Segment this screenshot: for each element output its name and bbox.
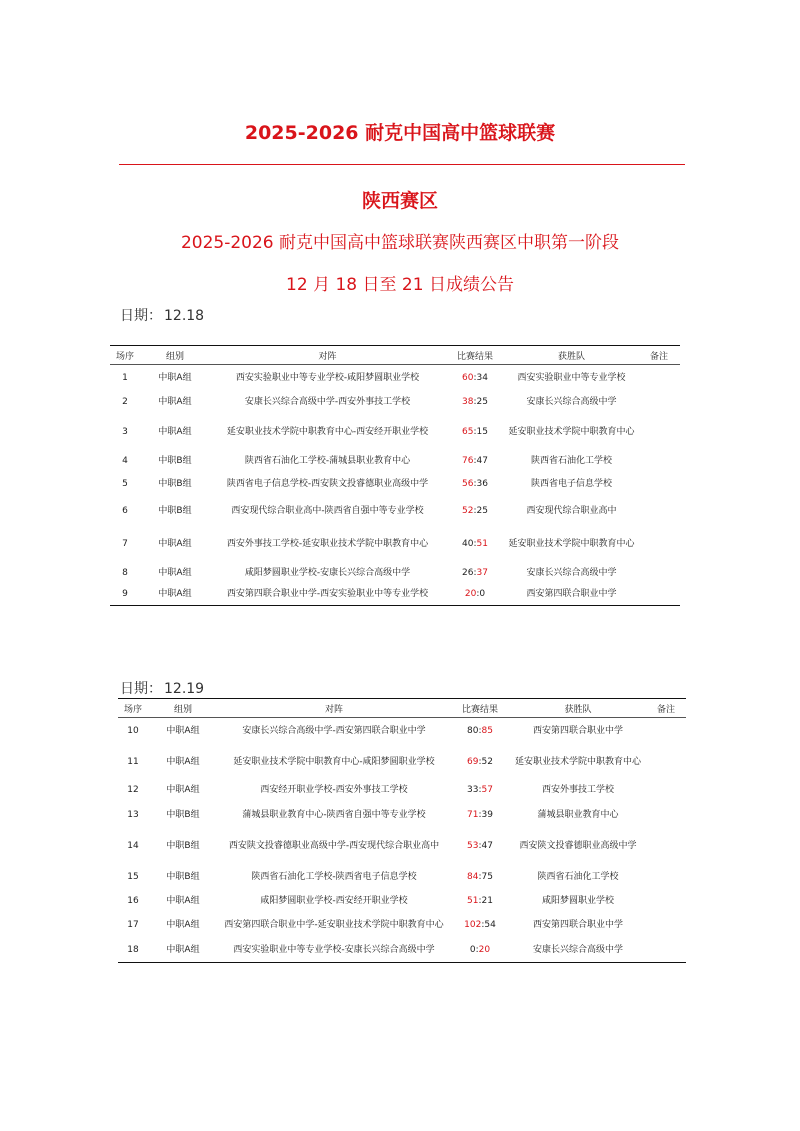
cell-result: 53:47 [467, 840, 493, 851]
cell-result: 102:54 [464, 919, 496, 930]
cell-winner: 蒲城县职业教育中心 [537, 810, 619, 820]
cell-result: 71:39 [467, 810, 493, 820]
cell-match: 安康长兴综合高级中学-西安第四联合职业中学 [242, 726, 426, 737]
cell-order: 13 [127, 810, 139, 820]
cell-note [638, 452, 680, 472]
cell-winner: 陕西省石油化工学校 [530, 456, 612, 466]
cell-note [646, 779, 686, 803]
cell-winner: 延安职业技术学院中职教育中心 [508, 539, 635, 549]
cell-winner: 安康长兴综合高级中学 [526, 397, 617, 407]
cell-winner: 西安陕文投睿德职业高级中学 [519, 840, 637, 851]
score-home: 60 [462, 372, 474, 383]
cell-result: 38:25 [462, 397, 488, 407]
cell-match: 蒲城县职业教育中心-陕西省自强中等专业学校 [242, 810, 426, 820]
score-away: 20 [478, 944, 491, 955]
score-away: 75 [481, 872, 493, 882]
cell-result: 51:21 [467, 896, 493, 906]
col-header-result: 比赛结果 [445, 346, 505, 365]
cell-group: 中职A组 [166, 785, 200, 795]
cell-result: 80:85 [467, 726, 493, 737]
col-header-order: 场序 [110, 346, 140, 365]
table-row [118, 803, 686, 829]
cell-note [646, 746, 686, 779]
col-header-winner: 获胜队 [505, 346, 638, 365]
table-row [110, 584, 680, 606]
score-away: 25 [476, 506, 488, 516]
cell-order: 16 [127, 896, 139, 906]
score-away: 39 [481, 810, 493, 820]
cell-result: 52:25 [462, 506, 488, 516]
score-away: 21 [481, 896, 493, 906]
table-row [110, 392, 680, 414]
score-away: 51 [476, 539, 488, 549]
table-row [118, 746, 686, 779]
title-divider [119, 164, 685, 165]
score-away: 37 [476, 568, 488, 578]
score-away: 54 [484, 919, 496, 930]
table-row [118, 892, 686, 912]
cell-match: 西安实验职业中等专业学校-安康长兴综合高级中学 [218, 939, 450, 963]
cell-match: 陕西省电子信息学校-西安陕文投睿德职业高级中学 [226, 479, 429, 489]
score-away: 15 [476, 427, 488, 437]
cell-match: 西安现代综合职业高中-陕西省自强中等专业学校 [231, 506, 424, 516]
cell-note [638, 584, 680, 606]
cell-match: 西安陕文投睿德职业高级中学-西安现代综合职业高中 [228, 840, 440, 851]
results-table-day1 [110, 345, 680, 606]
table-row [110, 365, 680, 392]
cell-group: 中职A组 [158, 372, 192, 383]
cell-winner: 西安现代综合职业高中 [526, 506, 617, 516]
cell-order: 8 [122, 568, 128, 578]
cell-match: 安康长兴综合高级中学-西安外事技工学校 [244, 397, 411, 407]
cell-result: 76:47 [462, 456, 488, 466]
cell-result: 84:75 [467, 872, 493, 882]
score-home: 53 [467, 840, 479, 851]
cell-winner: 咸阳梦圆职业学校 [541, 896, 614, 906]
table-row [110, 564, 680, 584]
cell-order: 2 [122, 397, 128, 407]
cell-winner: 西安实验职业中等专业学校 [517, 372, 626, 383]
col-header-note: 备注 [638, 346, 680, 365]
cell-order: 15 [127, 872, 139, 882]
score-home: 40 [462, 539, 474, 549]
cell-note [638, 472, 680, 498]
cell-result: 20:0 [445, 584, 505, 606]
results-table-day2 [118, 698, 686, 963]
cell-match: 陕西省石油化工学校-陕西省电子信息学校 [251, 872, 417, 882]
table-header-row [118, 699, 686, 718]
cell-result: 0:20 [450, 939, 510, 963]
cell-note [638, 414, 680, 452]
table-row [118, 718, 686, 746]
cell-winner: 安康长兴综合高级中学 [526, 568, 617, 578]
cell-note [646, 718, 686, 746]
cell-match: 西安外事技工学校-延安职业技术学院中职教育中心 [226, 539, 429, 549]
score-home: 0 [469, 944, 476, 955]
cell-group: 中职A组 [166, 756, 200, 767]
cell-group: 中职A组 [158, 397, 192, 407]
cell-order: 9 [110, 584, 140, 606]
cell-order: 4 [122, 456, 128, 466]
announcement-dates: 12 月 18 日至 21 日成绩公告 [286, 275, 514, 295]
date-value: 12.18 [164, 308, 205, 324]
cell-group: 中职B组 [166, 810, 200, 820]
cell-winner: 陕西省石油化工学校 [537, 872, 619, 882]
table-row [118, 864, 686, 892]
col-header-note: 备注 [646, 699, 686, 718]
cell-winner: 安康长兴综合高级中学 [510, 939, 646, 963]
score-home: 38 [462, 397, 474, 407]
cell-result: 65:15 [462, 427, 488, 437]
stage-subtitle: 2025-2026 耐克中国高中篮球联赛陕西赛区中职第一阶段 [180, 233, 620, 253]
score-home: 76 [462, 456, 474, 466]
table-row [110, 472, 680, 498]
cell-group: 中职B组 [158, 506, 192, 516]
cell-order: 11 [127, 756, 139, 767]
score-home: 65 [462, 427, 474, 437]
cell-group: 中职A组 [166, 919, 200, 930]
score-away: 34 [476, 372, 488, 383]
score-home: 26 [462, 568, 474, 578]
score-away: 47 [476, 456, 488, 466]
score-home: 33 [467, 785, 479, 795]
cell-match: 西安第四联合职业中学-延安职业技术学院中职教育中心 [224, 919, 444, 930]
cell-order: 6 [122, 506, 128, 516]
cell-match: 陕西省石油化工学校-蒲城县职业教育中心 [244, 456, 411, 466]
cell-order: 7 [122, 539, 128, 549]
score-home: 102 [464, 919, 482, 930]
col-header-group: 组别 [140, 346, 210, 365]
cell-result: 60:34 [462, 372, 488, 383]
cell-winner: 西安第四联合职业中学 [532, 919, 623, 930]
score-home: 84 [467, 872, 479, 882]
document-title: 2025-2026 耐克中国高中篮球联赛 [244, 122, 556, 144]
cell-note [646, 912, 686, 939]
table-row [110, 452, 680, 472]
cell-order: 3 [122, 427, 128, 437]
cell-group: 中职A组 [158, 539, 192, 549]
cell-note [638, 498, 680, 526]
cell-winner: 延安职业技术学院中职教育中心 [508, 427, 635, 437]
score-home: 80 [467, 726, 479, 737]
col-header-group: 组别 [148, 699, 218, 718]
date-prefix: 日期： [120, 681, 162, 697]
col-header-match: 对阵 [210, 346, 445, 365]
cell-group: 中职B组 [166, 872, 200, 882]
cell-order: 1 [122, 372, 128, 383]
cell-result: 33:57 [467, 785, 493, 795]
cell-match: 延安职业技术学院中职教育中心-咸阳梦圆职业学校 [233, 756, 435, 767]
score-home: 56 [462, 479, 474, 489]
score-away: 47 [481, 840, 493, 851]
table-row [110, 498, 680, 526]
cell-winner: 陕西省电子信息学校 [530, 479, 612, 489]
cell-match: 咸阳梦圆职业学校-西安经开职业学校 [260, 896, 408, 906]
cell-order: 14 [127, 840, 139, 851]
cell-match: 延安职业技术学院中职教育中心-西安经开职业学校 [226, 427, 429, 437]
col-header-order: 场序 [118, 699, 148, 718]
cell-note [646, 829, 686, 864]
cell-match: 西安经开职业学校-西安外事技工学校 [260, 785, 408, 795]
cell-note [638, 365, 680, 392]
cell-result: 26:37 [462, 568, 488, 578]
cell-match: 咸阳梦圆职业学校-安康长兴综合高级中学 [244, 568, 411, 578]
cell-match: 西安第四联合职业中学-西安实验职业中等专业学校 [210, 584, 445, 606]
col-header-winner: 获胜队 [510, 699, 646, 718]
cell-group: 中职B组 [158, 456, 192, 466]
cell-note [638, 392, 680, 414]
table-header-row [110, 346, 680, 365]
score-away: 36 [476, 479, 488, 489]
cell-group: 中职A组 [158, 427, 192, 437]
score-away: 0 [479, 588, 486, 599]
table-row [118, 779, 686, 803]
cell-order: 5 [122, 479, 128, 489]
cell-group: 中职A组 [158, 568, 192, 578]
cell-result: 69:52 [467, 756, 493, 767]
cell-result: 40:51 [462, 539, 488, 549]
cell-winner: 西安第四联合职业中学 [505, 584, 638, 606]
cell-order: 17 [127, 919, 139, 930]
cell-group: 中职A组 [166, 726, 200, 737]
cell-note [638, 526, 680, 564]
cell-result: 56:36 [462, 479, 488, 489]
cell-order: 18 [118, 939, 148, 963]
cell-winner: 西安第四联合职业中学 [532, 726, 623, 737]
cell-match: 西安实验职业中等专业学校-咸阳梦圆职业学校 [235, 372, 420, 383]
date-label-day2 [120, 678, 204, 698]
table-row [118, 939, 686, 963]
cell-order: 12 [127, 785, 139, 795]
cell-group: 中职A组 [140, 584, 210, 606]
score-away: 52 [481, 756, 493, 767]
cell-note [646, 803, 686, 829]
date-label-day1 [120, 305, 204, 325]
score-home: 52 [462, 506, 474, 516]
cell-winner: 延安职业技术学院中职教育中心 [514, 756, 641, 767]
score-home: 71 [467, 810, 479, 820]
score-home: 69 [467, 756, 479, 767]
cell-order: 10 [127, 726, 139, 737]
date-prefix: 日期： [120, 308, 162, 324]
cell-group: 中职A组 [166, 896, 200, 906]
score-away: 25 [476, 397, 488, 407]
cell-note [646, 939, 686, 963]
cell-group: 中职B组 [158, 479, 192, 489]
cell-note [646, 892, 686, 912]
col-header-match: 对阵 [218, 699, 450, 718]
cell-group: 中职B组 [166, 840, 200, 851]
cell-note [638, 564, 680, 584]
table-row [110, 526, 680, 564]
table-row [118, 829, 686, 864]
col-header-result: 比赛结果 [450, 699, 510, 718]
date-value: 12.19 [164, 681, 205, 697]
table-row [110, 414, 680, 452]
score-home: 20 [464, 588, 477, 599]
cell-group: 中职A组 [148, 939, 218, 963]
score-away: 85 [481, 726, 493, 737]
score-away: 57 [481, 785, 493, 795]
cell-note [646, 864, 686, 892]
table-row [118, 912, 686, 939]
region-title: 陕西赛区 [361, 190, 438, 212]
cell-winner: 西安外事技工学校 [541, 785, 614, 795]
score-home: 51 [467, 896, 479, 906]
